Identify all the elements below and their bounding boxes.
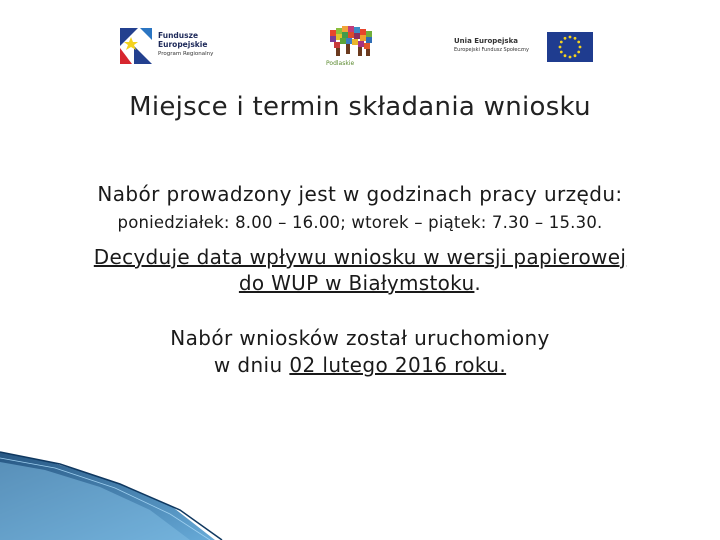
fundusze-europejskie-logo xyxy=(118,20,228,72)
unia-europejska-logo xyxy=(450,20,595,72)
fe-line1: Fundusze xyxy=(158,31,199,40)
decision-line1: Decyduje data wpływu wniosku w wersji papierowej xyxy=(93,245,627,269)
podlaskie-label: Podlaskie xyxy=(326,60,355,67)
launch-date: 02 lutego 2016 roku. xyxy=(289,353,507,377)
decision-line2: do WUP w Białymstoku xyxy=(238,271,475,295)
hours-intro: Nabór prowadzony jest w godzinach pracy urzędu: xyxy=(97,182,623,206)
launch-text xyxy=(0,325,720,379)
hours-schedule: poniedziałek: 8.00 – 16.00; wtorek – piątek: 7.30 – 15.30. xyxy=(117,213,603,232)
launch-prefix: w dniu xyxy=(213,353,290,377)
podlaskie-logo xyxy=(324,20,380,72)
fe-emblem-icon xyxy=(118,26,154,66)
bison-icon xyxy=(324,22,380,60)
fe-line2: Europejskie xyxy=(158,40,208,49)
slide-title: Miejsce i termin składania wniosku xyxy=(129,92,591,122)
logo-bar xyxy=(0,20,720,72)
launch-line1: Nabór wniosków został uruchomiony xyxy=(170,326,550,350)
ue-line1: Unia Europejska xyxy=(454,37,518,45)
decision-tail: . xyxy=(474,271,482,295)
decision-text xyxy=(0,244,720,296)
fe-line3: Program Regionalny xyxy=(158,51,214,57)
ue-line2: Europejski Fundusz Społeczny xyxy=(454,47,529,53)
eu-flag-icon xyxy=(547,32,593,62)
